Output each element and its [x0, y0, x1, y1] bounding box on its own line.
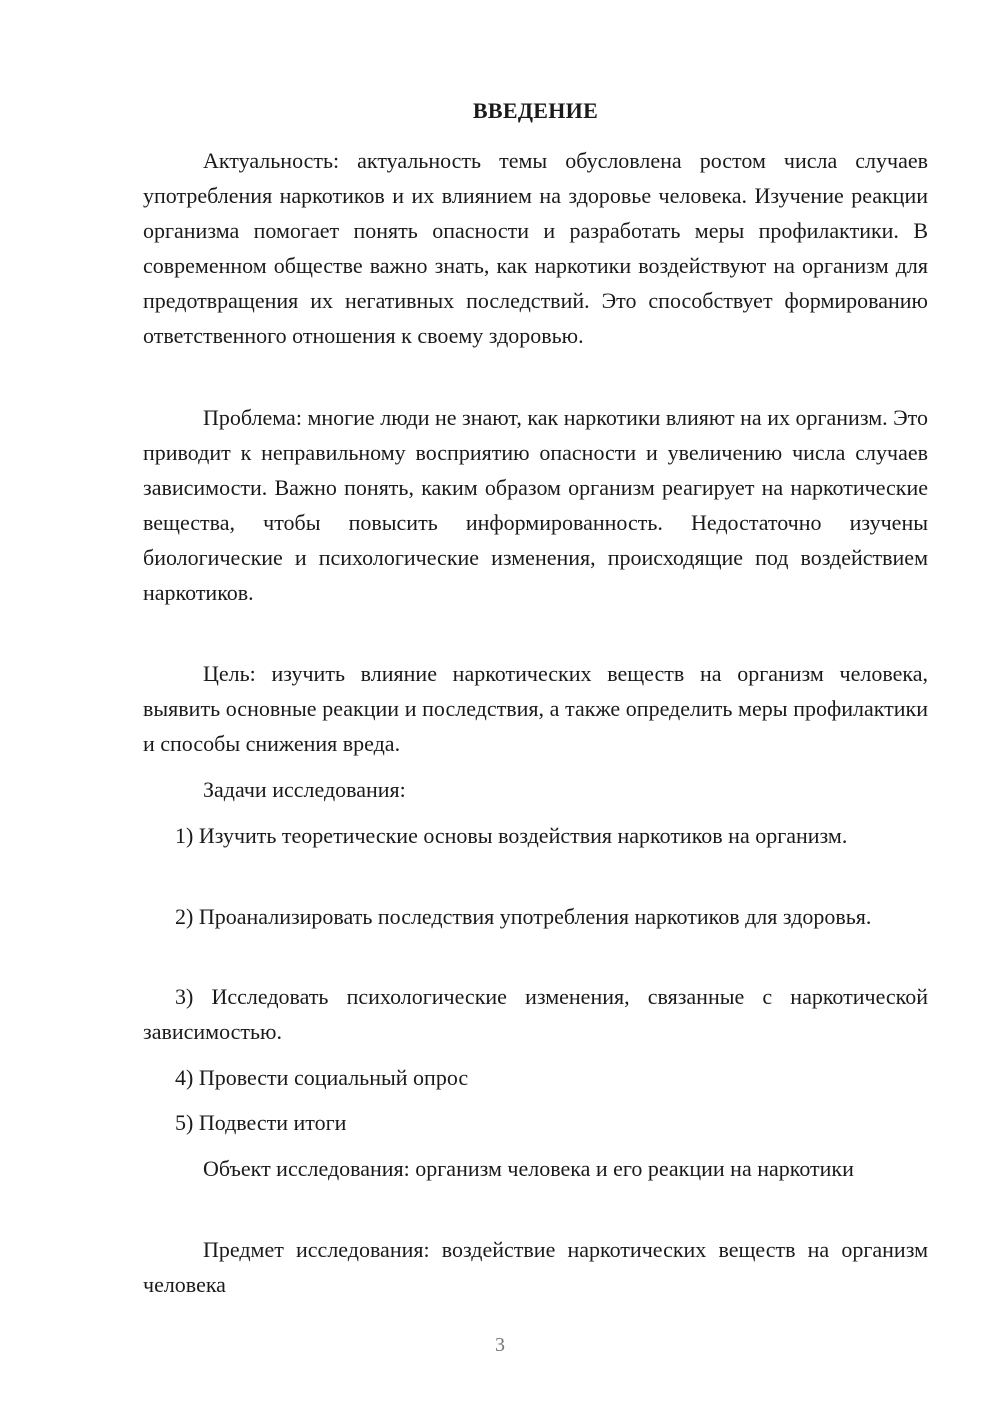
subject-paragraph: Предмет исследования: воздействие наркотических веществ на организм человека: [143, 1237, 928, 1297]
task-item-5: 5) Подвести итоги: [175, 1110, 347, 1135]
tasks-heading: Задачи исследования:: [203, 777, 406, 802]
task-item-4: 4) Провести социальный опрос: [175, 1065, 469, 1090]
goal-paragraph: Цель: изучить влияние наркотических веществ на организм человека, выявить основные реакции и последствия, а также определить меры профилактики и способы снижения вреда.: [143, 661, 928, 756]
page-number: 3: [495, 1334, 505, 1356]
task-item-1: 1) Изучить теоретические основы воздействия наркотиков на организм.: [175, 823, 848, 848]
problem-paragraph: Проблема: многие люди не знают, как наркотики влияют на их организм. Это приводит к неправильному восприятию опасности и увеличению числа случаев зависимости. Важно понять, каким образом организм реагирует на наркотические вещества, чтобы повысить информированность. Недостаточно изучены биологические и психологические изменения, происходящие под воздействием наркотиков.: [143, 405, 928, 605]
relevance-paragraph: Актуальность: актуальность темы обусловлена ростом числа случаев употребления наркотиков и их влиянием на здоровье человека. Изучение реакции организма помогает понять опасности и разработать меры профилактики. В современном обществе важно знать, как наркотики воздействуют на организм для предотвращения их негативных последствий. Это способствует формированию ответственного отношения к своему здоровью.: [143, 148, 928, 348]
task-item-2: 2) Проанализировать последствия употребления наркотиков для здоровья.: [175, 904, 872, 929]
page-title: ВВЕДЕНИЕ: [472, 98, 599, 123]
task-item-3: 3) Исследовать психологические изменения, связанные с наркотической зависимостью.: [143, 984, 928, 1044]
object-paragraph: Объект исследования: организм человека и его реакции на наркотики: [203, 1156, 854, 1181]
